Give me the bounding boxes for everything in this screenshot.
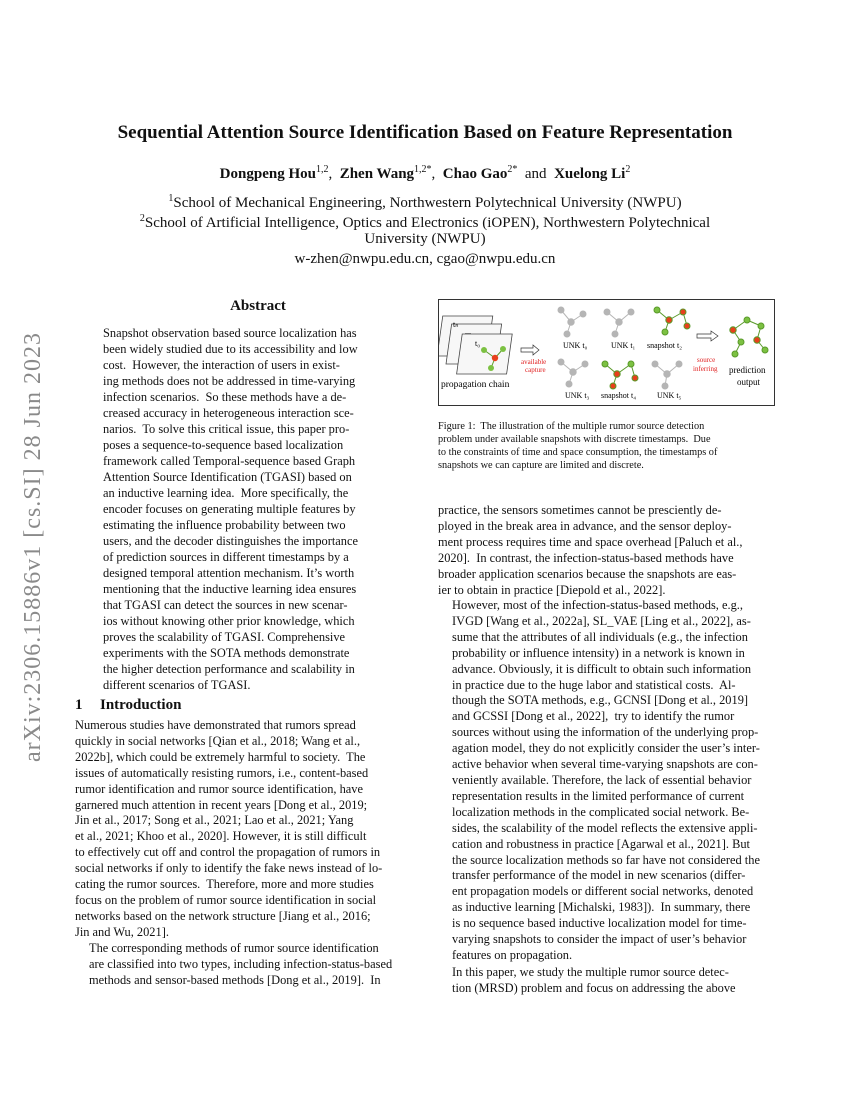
author-name: Chao Gao: [442, 166, 508, 182]
text-line: rumor identification and rumor source identification, have: [75, 781, 363, 796]
text-line: creased accuracy in heterogeneous interaction sce-: [103, 406, 354, 420]
author-affil-mark: 2*: [507, 164, 518, 175]
abstract-heading: Abstract: [230, 298, 286, 314]
text-line: Jin et al., 2017; Song et al., 2021; Lao et al., 2021; Yang: [75, 813, 354, 828]
text-line: snapshots we can capture are limited and discrete.: [438, 460, 644, 471]
text-line: veniently available. Therefore, the lack of essential behavior: [452, 772, 752, 787]
text-line: focus on the problem of rumor source identification in social: [75, 892, 377, 907]
label-snapshot-t2: snapshot t₂: [647, 341, 683, 350]
text-line: sides, the scalability of the model reflects the extensive appli-: [452, 820, 758, 835]
snapshot-graph-unk-t1: [604, 309, 634, 337]
affiliation-2: $^2$School of Artificial Intelligence, Optics and Electronics (iOPEN), Northwestern Polytechnical: [139, 213, 711, 231]
text-line: 2022b], which could be extremely harmful to society. The: [75, 749, 366, 764]
author-list: [60, 164, 790, 183]
text-line: different scenarios of TGASI.: [103, 678, 251, 692]
text-line: to the constraints of time and space consumption, the timestamps of: [438, 447, 718, 458]
text-line: et al., 2021; Khoo et al., 2020]. However, it is still difficult: [75, 829, 367, 844]
section-title: Introduction: [100, 697, 182, 713]
text-line: been widely studied due to its accessibility and low: [103, 342, 358, 356]
text-line: ing methods does not be addressed in time-varying: [103, 374, 356, 388]
text-line: tion (MRSD) problem and focus on addressing the above: [452, 980, 736, 995]
text-line: the higher detection performance and scalability in: [103, 662, 355, 676]
text-line: Attention Source Identification (TGASI) based on: [103, 470, 352, 484]
intro-paragraph-2: [75, 941, 412, 989]
text-line: features on propagation.: [452, 947, 573, 962]
text-line: advance. Obviously, it is difficult to obtain such information: [452, 661, 752, 676]
text-line: practice, the sensors sometimes cannot be presciently de-: [438, 503, 722, 517]
section-heading-introduction: [75, 697, 181, 714]
label-unk-t0: UNK t₀: [563, 341, 588, 350]
arxiv-identifier: arXiv:2306.15886v1 [cs.SI] 28 Jun 2023: [20, 332, 46, 762]
label-capture: capture: [525, 366, 546, 374]
author-name: Zhen Wang: [339, 166, 415, 182]
text-line: garnered much attention in recent years [Dong et al., 2019;: [75, 797, 368, 812]
text-line: broader application scenarios because the snapshots are eas-: [438, 566, 737, 581]
text-line: encoder focuses on generating multiple features by: [103, 502, 356, 516]
text-line: Figure 1: The illustration of the multiple rumor source detection: [438, 421, 705, 432]
label-snapshot-t4: snapshot t₄: [601, 391, 637, 400]
text-line: estimating the influence probability between two: [103, 518, 346, 532]
snapshot-graph-unk-t3: [558, 359, 588, 387]
snapshot-graph-t2: [654, 307, 690, 335]
text-line: and GCSSI [Dong et al., 2022], try to identify the rumor: [452, 709, 735, 724]
author-separator: ,: [431, 166, 436, 182]
text-line: Snapshot observation based source localization has: [103, 326, 357, 340]
text-line: cating the rumor sources. Therefore, more and more studies: [75, 877, 374, 892]
text-line: IVGD [Wang et al., 2022a], SL_VAE [Ling et al., 2022], as-: [452, 613, 751, 628]
text-line: varying snapshots to consider the impact of user’s behavior: [452, 932, 747, 947]
text-line: probability or influence intensity) in a network is known in: [452, 645, 745, 660]
label-output: output: [737, 377, 761, 387]
text-line: ment process requires time and space overhead [Paluch et al.,: [438, 534, 743, 549]
text-line: users, and the decoder distinguishes the importance: [103, 534, 358, 548]
right-paragraph-1: [438, 503, 775, 598]
text-line: to effectively cut off and control the propagation of rumors in: [75, 845, 381, 860]
text-line: transfer performance of the model in new scenarios (differ-: [452, 868, 746, 883]
text-line: cation and robustness in practice [Agarwal et al., 2021]. But: [452, 836, 750, 851]
text-line: poses a sequence-to-sequence based localization: [103, 438, 344, 452]
label-unk-t1: UNK t₁: [611, 341, 636, 350]
text-line: infection scenarios. So these methods have a de-: [103, 390, 347, 404]
label-unk-t3: UNK t₃: [565, 391, 590, 400]
text-line: ployed in the break area in advance, and the sensor deploy-: [438, 518, 732, 533]
section-number: 1: [75, 697, 83, 713]
text-line: methods and sensor-based methods [Dong et al., 2019]. In: [89, 972, 381, 987]
text-line: are classified into two types, including infection-status-based: [89, 956, 393, 971]
text-line: experiments with the SOTA methods demonstrate: [103, 646, 350, 660]
text-line: the source localization methods so far have not considered the: [452, 852, 760, 867]
text-line: that TGASI can detect the sources in new scenar-: [103, 598, 348, 612]
text-line: agation model, they do not explicitly consider the user’s inter-: [452, 741, 760, 756]
snapshot-graph-unk-t0: [558, 307, 586, 337]
affiliation-2-cont: University (NWPU): [364, 231, 486, 247]
text-line: localization methods in the complicated social network. Be-: [452, 804, 750, 819]
author-separator: ,: [328, 166, 333, 182]
author-emails[interactable]: w-zhen@nwpu.edu.cn, cgao@nwpu.edu.cn: [294, 251, 556, 267]
text-line: framework called Temporal-sequence based Graph: [103, 454, 356, 468]
text-line: Numerous studies have demonstrated that rumors spread: [75, 718, 356, 732]
right-paragraph-2: [438, 598, 775, 964]
label-source: source: [697, 356, 716, 364]
intro-paragraph-1: [75, 718, 412, 941]
author-affil-mark: 1,2*: [414, 164, 432, 175]
paper-title: Sequential Attention Source Identification Based on Feature Representation: [117, 122, 733, 143]
text-line: ent propagation models or different social networks, denoted: [452, 884, 754, 899]
label-unk-t5: UNK t₅: [657, 391, 682, 400]
text-line: quickly in social networks [Qian et al., 2018; Wang et al.,: [75, 733, 361, 748]
text-line: mentioning that the inductive learning idea ensures: [103, 582, 357, 596]
figure-1: [438, 299, 775, 406]
label-t0: t₀: [475, 339, 481, 348]
text-line: However, most of the infection-status-based methods, e.g.,: [452, 598, 743, 612]
text-line: networks based on the network structure [Jiang et al., 2016;: [75, 908, 371, 923]
figure-1-caption: [438, 420, 775, 472]
author-affil-mark: 1,2: [315, 164, 329, 175]
affiliation-1: $^1$School of Mechanical Engineering, Northwestern Polytechnical University (NWPU): [168, 193, 682, 211]
abstract-body: [103, 325, 385, 693]
text-line: proves the scalability of TGASI. Comprehensive: [103, 630, 346, 644]
author-affil-mark: 2: [625, 164, 631, 175]
label-propagation-chain: propagation chain: [441, 380, 510, 390]
text-line: active behavior when several time-varying snapshots are con-: [452, 757, 758, 772]
text-line: ios without knowing other prior knowledge, which: [103, 614, 355, 628]
text-line: narios. To solve this critical issue, this paper pro-: [103, 422, 350, 436]
text-line: an inductive learning idea. More specifically, the: [103, 486, 349, 500]
text-line: sume that the attributes of all individuals (e.g., the infection: [452, 629, 748, 644]
label-prediction: prediction: [729, 365, 766, 375]
text-line: representation results in the limited performance of current: [452, 788, 745, 803]
text-line: problem under available snapshots with discrete timestamps. Due: [438, 434, 711, 445]
text-line: as inductive learning [Michalski, 1983]). In summary, there: [452, 900, 751, 915]
snapshot-graph-t4: [602, 361, 638, 389]
author-name: Dongpeng Hou: [219, 166, 316, 182]
inferring-arrow-icon: [697, 331, 718, 341]
text-line: in practice due to the huge labor and statistical costs. Al-: [452, 677, 736, 692]
text-line: is no sequence based inductive localization model for time-: [452, 916, 747, 931]
label-available: available: [521, 358, 547, 366]
label-dots: ...: [465, 327, 471, 336]
author-name: Xuelong Li: [554, 166, 626, 182]
text-line: ier to obtain in practice [Diepold et al., 2022].: [438, 582, 666, 597]
text-line: designed temporal attention mechanism. It’s worth: [103, 566, 355, 580]
label-inferring: inferring: [693, 365, 718, 373]
prediction-graph: [730, 317, 768, 357]
text-line: sources without using the information of the underlying prop-: [452, 725, 759, 740]
right-paragraph-3: [438, 965, 775, 997]
author-and: and: [524, 166, 547, 182]
figure-1-illustration: [439, 300, 774, 405]
snapshot-graph-unk-t5: [652, 361, 682, 389]
text-line: In this paper, we study the multiple rumor source detec-: [452, 965, 729, 979]
text-line: of prediction sources in different timestamps by a: [103, 550, 349, 564]
text-line: social networks if only to identify the fake news instead of lo-: [75, 861, 383, 876]
capture-arrow-icon: [521, 345, 539, 355]
label-tn: tₙ: [453, 320, 459, 329]
text-line: 2020]. In contrast, the infection-status-based methods have: [438, 550, 734, 565]
text-line: cost. However, the interaction of users in exist-: [103, 358, 340, 372]
text-line: though the SOTA methods, e.g., GCNSI [Dong et al., 2019]: [452, 693, 749, 708]
text-line: issues of automatically resisting rumors, i.e., content-based: [75, 765, 369, 780]
text-line: The corresponding methods of rumor source identification: [89, 941, 379, 955]
text-line: Jin and Wu, 2021].: [75, 924, 169, 939]
